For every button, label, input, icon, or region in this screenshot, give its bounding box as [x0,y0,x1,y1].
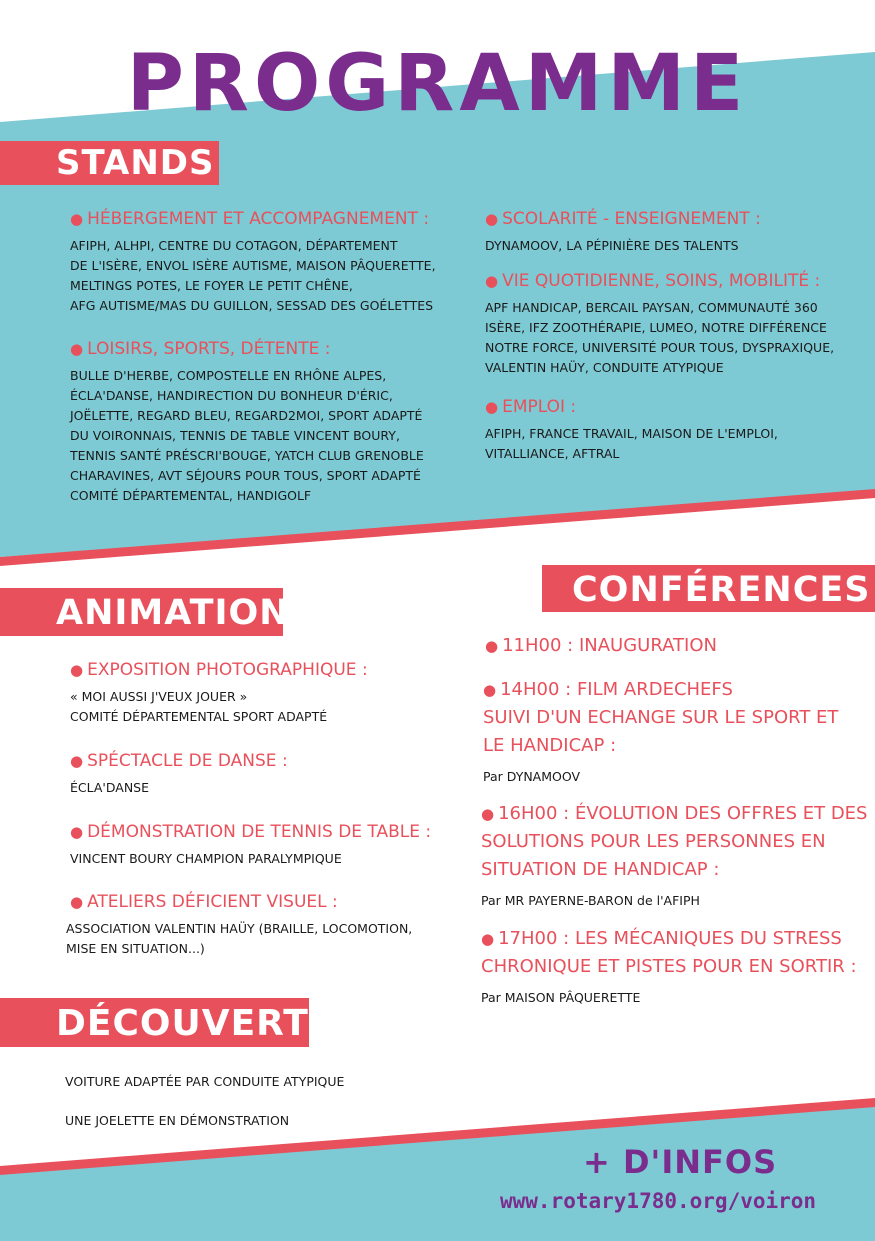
conference-item [481,800,871,910]
conference-title: 17H00 : LES MÉCANIQUES DU STRESS CHRONIQUE ET PISTES POUR EN SORTIR : [481,928,857,977]
conference-item [481,925,871,1007]
animation-text: « MOI AUSSI J'VEUX JOUER » COMITÉ DÉPARTEMENTAL SPORT ADAPTÉ [70,689,328,724]
stand-group [485,396,870,464]
animation-category: ATELIERS DÉFICIENT VISUEL : [87,892,338,912]
bullet-dot: ● [483,681,497,699]
conferences-banner: CONFÉRENCES [542,565,875,612]
animation-item [70,750,470,798]
animation-category: EXPOSITION PHOTOGRAPHIQUE : [87,660,368,680]
bullet-dot: ● [70,661,84,679]
animation-item [66,891,466,959]
bullet-dot: ● [485,637,499,655]
animation-text: ÉCLA'DANSE [70,780,150,795]
bullet-dot: ● [485,210,499,228]
decouverte-banner: DÉCOUVERTE [0,998,309,1047]
stands-right-column [485,208,870,464]
conference-title: 11H00 : INAUGURATION [502,635,717,656]
stand-group [70,338,470,506]
stands-left-column [70,208,470,506]
bullet-dot: ● [70,210,84,228]
stands-banner: STANDS [0,141,219,185]
bullet-dot: ● [70,340,84,358]
conference-title: 16H00 : ÉVOLUTION DES OFFRES ET DES SOLUTIONS POUR LES PERSONNES EN SITUATION DE HANDICAP : [481,803,868,880]
bullet-dot: ● [485,272,499,290]
conference-item [485,632,870,660]
conference-speaker: Par MAISON PÂQUERETTE [481,990,641,1005]
animation-text: VINCENT BOURY CHAMPION PARALYMPIQUE [70,851,342,866]
stand-category: LOISIRS, SPORTS, DÉTENTE : [87,339,331,359]
bullet-dot: ● [70,752,84,770]
animation-item [70,821,470,869]
stand-list: BULLE D'HERBE, COMPOSTELLE EN RHÔNE ALPES, ÉCLA'DANSE, HANDIRECTION DU BONHEUR D'ÉRIC, JOËLETTE, REGARD BLEU, REGARD2MOI, SPORT ADAPTÉ DU VOIRONNAIS, TENNIS DE TABLE VINCENT BOURY, TENNIS SANTÉ PRÉSCRI'BOUGE, YATCH CLUB GRENOBLE CHARAVINES, AVT SÉJOURS POUR TOUS, SPORT ADAPTÉ COMITÉ DÉPARTEMENTAL, HANDIGOLF [70,368,424,503]
stand-group [485,208,870,256]
stand-category: VIE QUOTIDIENNE, SOINS, MOBILITÉ : [502,271,821,291]
animation-category: DÉMONSTRATION DE TENNIS DE TABLE : [87,822,432,842]
decouverte-item: UNE JOELETTE EN DÉMONSTRATION [65,1113,290,1128]
stand-group [70,208,470,316]
bullet-dot: ● [70,893,84,911]
conference-item [483,676,868,786]
stand-list: DYNAMOOV, LA PÉPINIÈRE DES TALENTS [485,238,739,253]
stand-category: HÉBERGEMENT ET ACCOMPAGNEMENT : [87,209,430,229]
bullet-dot: ● [481,805,495,823]
conference-speaker: Par MR PAYERNE-BARON de l'AFIPH [481,893,700,908]
conference-title: 14H00 : FILM ARDECHEFS SUIVI D'UN ECHANGE SUR LE SPORT ET LE HANDICAP : [483,679,839,756]
bullet-dot: ● [481,930,495,948]
animation-text: ASSOCIATION VALENTIN HAÜY (BRAILLE, LOCOMOTION, MISE EN SITUATION...) [66,921,413,956]
stand-group [485,270,870,378]
decouverte-item: VOITURE ADAPTÉE PAR CONDUITE ATYPIQUE [65,1074,345,1089]
animation-item [70,659,470,727]
bullet-dot: ● [70,823,84,841]
stand-category: EMPLOI : [502,397,577,417]
conference-speaker: Par DYNAMOOV [483,769,581,784]
animations-banner: ANIMATIONS [0,588,283,636]
animation-category: SPÉCTACLE DE DANSE : [87,751,288,771]
bullet-dot: ● [485,398,499,416]
more-info-heading: + D'INFOS [583,1143,778,1181]
stand-list: AFIPH, FRANCE TRAVAIL, MAISON DE L'EMPLOI, VITALLIANCE, AFTRAL [485,426,778,461]
stand-list: AFIPH, ALHPI, CENTRE DU COTAGON, DÉPARTEMENT DE L'ISÈRE, ENVOL ISÈRE AUTISME, MAISON PÂQUERETTE, MELTINGS POTES, LE FOYER LE PETIT CHÊNE, AFG AUTISME/MAS DU GUILLON, SESSAD DES GOÉLETTES [70,238,436,313]
website-link[interactable]: www.rotary1780.org/voiron [500,1189,817,1213]
stand-list: APF HANDICAP, BERCAIL PAYSAN, COMMUNAUTÉ 360 ISÈRE, IFZ ZOOTHÉRAPIE, LUMEO, NOTRE DIFFÉRENCE NOTRE FORCE, UNIVERSITÉ POUR TOUS, DYSPRAXIQUE, VALENTIN HAÜY, CONDUITE ATYPIQUE [485,300,835,375]
stand-category: SCOLARITÉ - ENSEIGNEMENT : [502,209,761,229]
page-title: PROGRAMME [126,39,749,129]
